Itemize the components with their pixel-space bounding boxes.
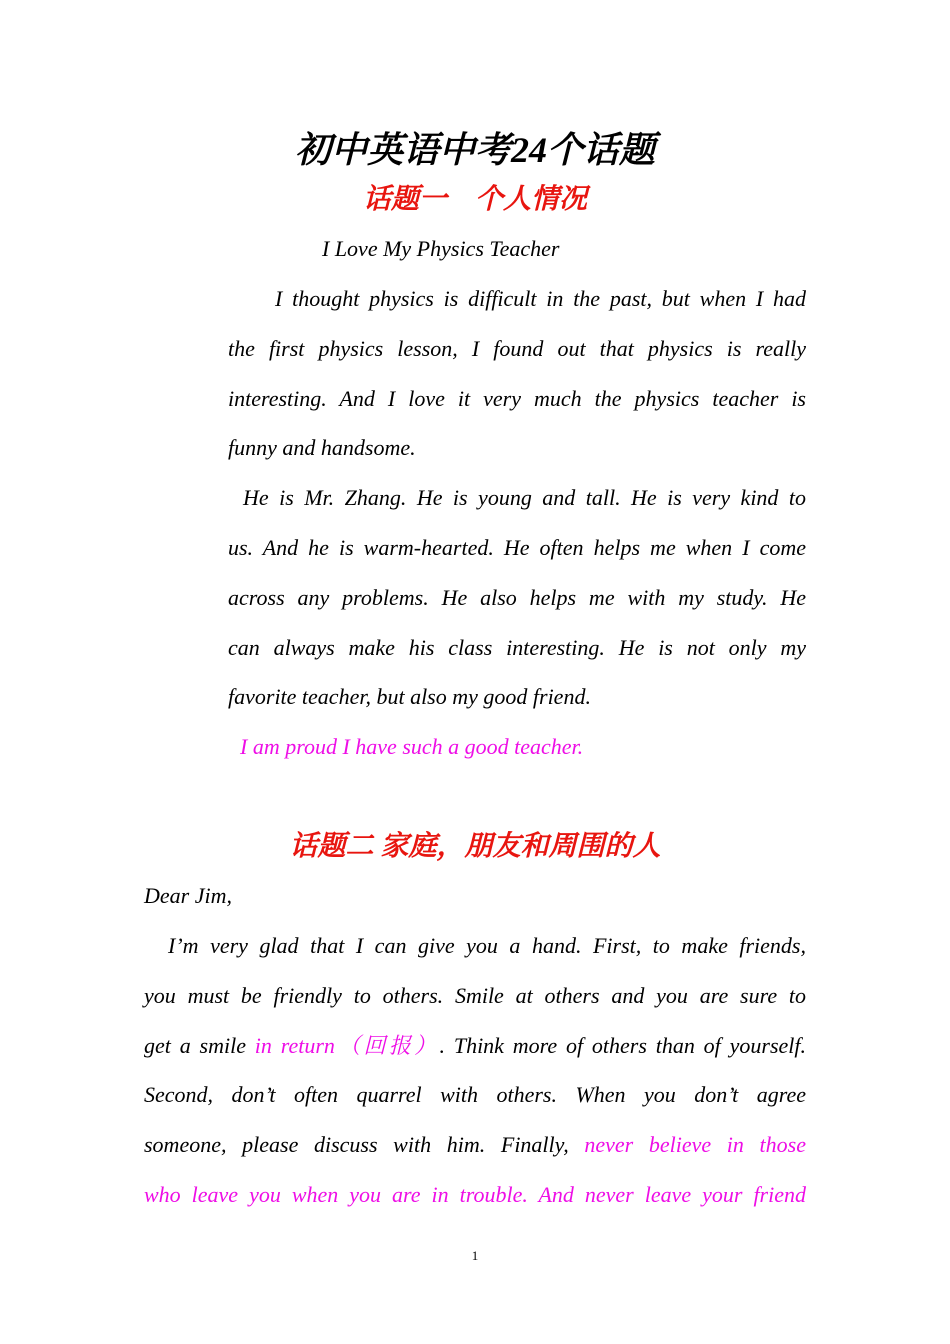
page-number: 1 — [471, 1248, 479, 1263]
essay-title: I Love My Physics Teacher — [322, 236, 560, 261]
letter-greeting: Dear Jim, — [144, 883, 232, 908]
topic1-line: across any problems. He also helps me with my study. He — [228, 585, 806, 610]
letter-line: I’m very glad that I can give you a hand. First, to make friends, — [168, 933, 806, 958]
letter-line: who leave you when you are in trouble. And never leave your friend — [144, 1182, 806, 1207]
highlight-phrase: in return（回报） — [254, 1033, 440, 1058]
letter-text: . Think more of others than of yourself. — [439, 1033, 806, 1058]
highlight-phrase: never believe in those — [584, 1132, 806, 1157]
letter-line — [144, 1130, 806, 1160]
topic1-line: favorite teacher, but also my good friend. — [228, 684, 591, 709]
topic1-heading: 话题一 个人情况 — [362, 184, 587, 215]
closing-line: I am proud I have such a good teacher. — [240, 734, 584, 759]
topic1-line: funny and handsome. — [228, 435, 416, 460]
topic1-line: He is Mr. Zhang. He is young and tall. He is very kind to — [243, 485, 806, 510]
topic1-line: interesting. And I love it very much the physics teacher is — [228, 386, 806, 411]
document-title: 初中英语中考24个话题 — [294, 130, 655, 170]
letter-line: you must be friendly to others. Smile at others and you are sure to — [144, 983, 806, 1008]
letter-text: get a smile — [144, 1033, 255, 1058]
letter-line — [144, 1031, 806, 1061]
topic1-line: can always make his class interesting. He is not only my — [228, 635, 806, 660]
topic1-line: I thought physics is difficult in the past, but when I had — [275, 286, 806, 311]
letter-line: Second, don’t often quarrel with others. When you don’t agree — [144, 1082, 806, 1107]
topic1-line: the first physics lesson, I found out that physics is really — [228, 336, 806, 361]
topic1-line: us. And he is warm-hearted. He often helps me when I come — [228, 535, 806, 560]
topic2-heading: 话题二 家庭，朋友和周围的人 — [289, 831, 661, 862]
letter-text: someone, please discuss with him. Finally, — [144, 1132, 585, 1157]
